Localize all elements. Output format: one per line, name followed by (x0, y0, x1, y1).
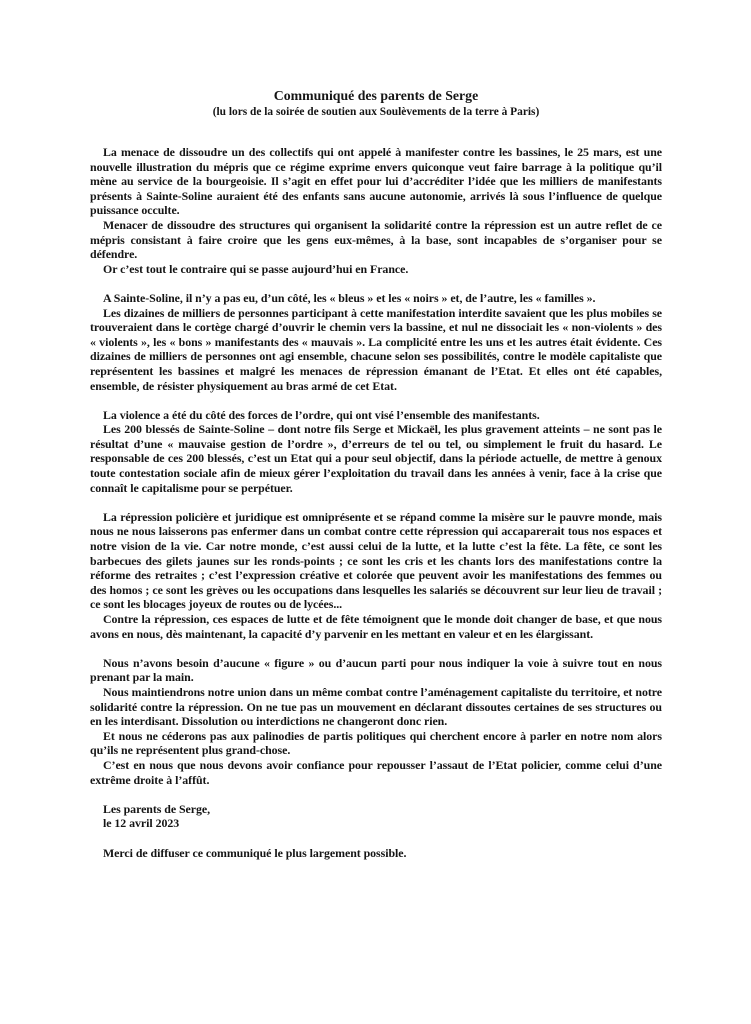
paragraph: La répression policière et juridique est omniprésente et se répand comme la misère sur le pauvre monde, mais nous ne nous laisserons pas enfermer dans un combat contre cette répression qui accaparerait tous nos espaces et notre vision de la vie. Car notre monde, c’est aussi celui de la lutte, et la lutte c’est la fête. La fête, ce sont les barbecues des gilets jaunes sur les ronds-points ; ce sont les cris et les chants lors des manifestations contre la réforme des retraites ; c’est l’expression créative et colorée que peuvent avoir les manifestations des femmes ou des homos ; ce sont les grèves ou les occupations dans lesquelles les salariés se découvrent sur leur lieu de travail ; ce sont les blocages joyeux de routes ou de lycées... (90, 509, 662, 612)
paragraph: La violence a été du côté des forces de l’ordre, qui ont visé l’ensemble des manifestants. (103, 407, 540, 422)
signature-date: le 12 avril 2023 (103, 816, 180, 831)
paragraph: Les dizaines de milliers de personnes participant à cette manifestation interdite savaient que les plus mobiles se trouveraient dans le cortège chargé d’ouvrir le chemin vers la bassine, et nul ne dissociait les « non-violents » des « violents », les « bons » manifestants des « mauvais ». La complicité entre les uns et les autres était évidente. Ces dizaines de milliers de personnes ont agi ensemble, chacune selon ses possibilités, contre le modèle capitaliste que représentent les bassines et malgré les menaces de répression émanant de l’Etat. Et elles ont été capables, ensemble, de résister physiquement au bras armé de cet Etat. (90, 305, 662, 393)
paragraph: La menace de dissoudre un des collectifs qui ont appelé à manifester contre les bassines, le 25 mars, est une nouvelle illustration du mépris que ce régime exprime envers quiconque veut faire barrage à la politique qu’il mène au service de la bourgeoisie. Il s’agit en effet pour lui d’accréditer l’idée que les milliers de manifestants présents à Sainte-Soline auraient été des enfants sans aucune autonomie, arrivés là sous l’influence de quelque puissance occulte. (90, 145, 662, 218)
paragraph: Contre la répression, ces espaces de lutte et de fête témoignent que le monde doit changer de base, et que nous avons en nous, dès maintenant, la capacité d’y parvenir en les mettant en valeur et en les élargissant. (90, 612, 662, 641)
signature-name: Les parents de Serge, (103, 801, 211, 816)
closing-note: Merci de diffuser ce communiqué le plus largement possible. (103, 845, 407, 860)
paragraph: Nous n’avons besoin d’aucune « figure » ou d’aucun parti pour nous indiquer la voie à suivre tout en nous prenant par la main. (90, 655, 662, 685)
document-subtitle: (lu lors de la soirée de soutien aux Soulèvements de la terre à Paris) (212, 106, 540, 118)
paragraph: Les 200 blessés de Sainte-Soline – dont notre fils Serge et Mickaël, les plus gravement atteints – ne sont pas le résultat d’une « mauvaise gestion de l’ordre », d’erreurs de tel ou tel, ou simplement le fruit du hasard. Le responsable de ces 200 blessés, c’est un Etat qui a pour seul objectif, dans la période actuelle, de mettre à genoux toute contestation sociale afin de mieux gérer l’exploitation du travail dans les années à venir, face à la crise que connaît le capitalisme pour se perpétuer. (90, 422, 662, 495)
document-content (90, 88, 662, 860)
paragraph: A Sainte-Soline, il n’y a pas eu, d’un côté, les « bleus » et les « noirs » et, de l’autre, les « familles ». (103, 290, 596, 305)
paragraph: Menacer de dissoudre des structures qui organisent la solidarité contre la répression est un autre reflet de ce mépris consistant à faire croire que les gens eux-mêmes, à la base, sont incapables de s’organiser pour se défendre. (90, 217, 662, 262)
paragraph: Or c’est tout le contraire qui se passe aujourd’hui en France. (103, 261, 409, 276)
paragraph: Nous maintiendrons notre union dans un même combat contre l’aménagement capitaliste du territoire, et notre solidarité contre la répression. On ne tue pas un mouvement en déclarant dissoutes certaines de ses structures ou en les interdisant. Dissolution ou interdictions ne changeront donc rien. (90, 684, 662, 729)
paragraph: Et nous ne céderons pas aux palinodies de partis politiques qui cherchent encore à parler en notre nom alors qu’ils ne représentent plus grand-chose. (90, 728, 662, 758)
document-body (90, 145, 662, 860)
paragraph: C’est en nous que nous devons avoir confiance pour repousser l’assaut de l’Etat policier, comme celui d’une extrême droite à l’affût. (90, 757, 662, 787)
document-title: Communiqué des parents de Serge (273, 88, 479, 103)
